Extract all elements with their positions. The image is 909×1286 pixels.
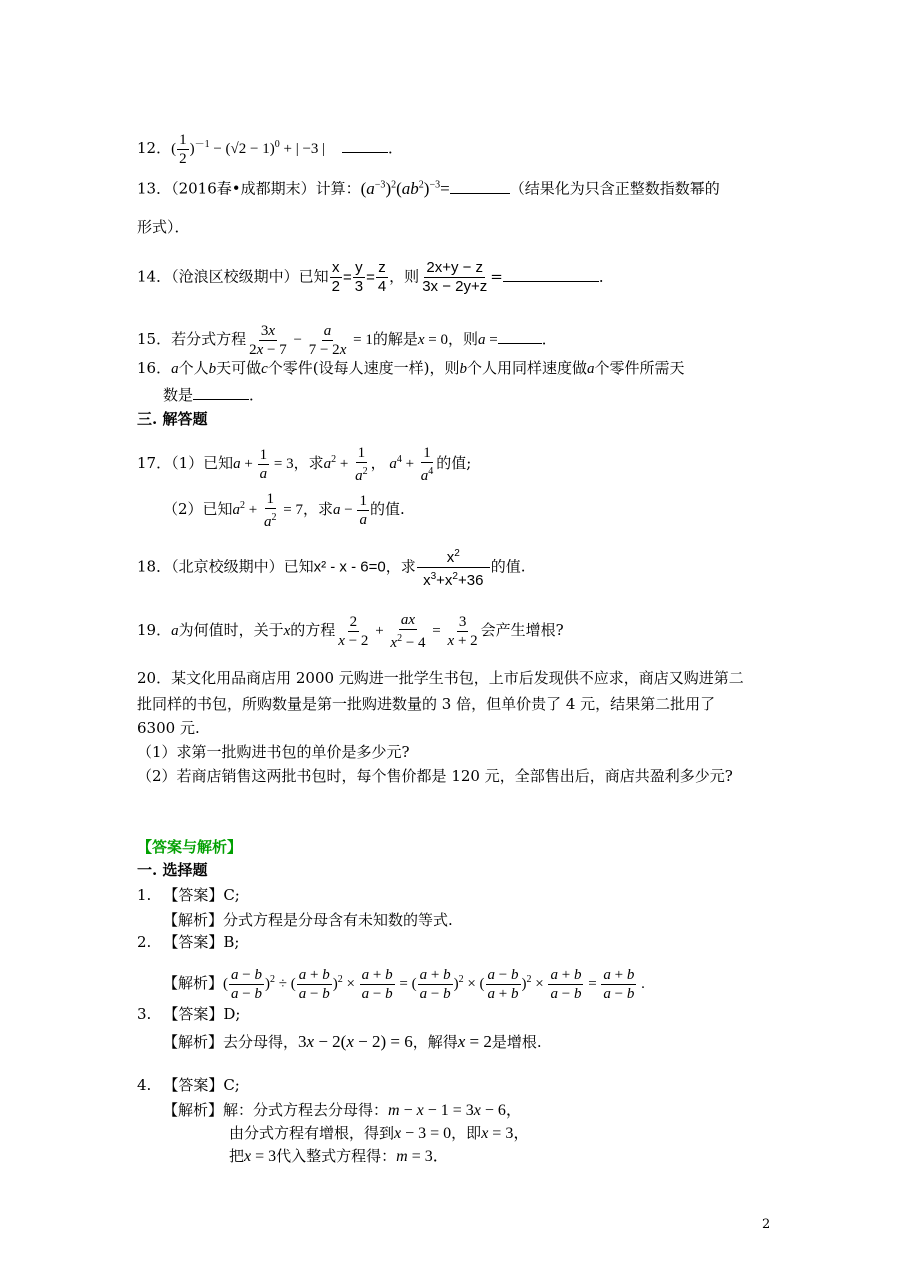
question-18: 18．（北京校级期中）已知x² - x - 6=0，求 $\frac{x^2}{x^3+x^2+36}$ 的值. [137,545,526,590]
q14-ratio: $\frac{x}{2}$ = $\frac{y}{3}$ = $\frac{z}{4}$ [331,259,387,296]
q13-answer-blank[interactable] [450,179,510,194]
answer-4-line-2: 由分式方程有增根，得到x − 3 = 0，即x = 3， [229,1124,530,1142]
question-16-cont: 数是 ． [163,386,265,404]
question-13: 13．（2016春•成都期末）计算：$(a^{-3})^2(ab^2)^{-3}=$ （结果化为只含正整数指数幂的 [137,178,720,198]
question-20-line-3: 6300 元. [137,719,200,737]
answer-3: 3. 【答案】D; [137,1005,241,1023]
answer-1-explanation: 【解析】分式方程是分母含有未知数的等式. [163,911,453,929]
question-20-line-2: 批同样的书包，所购数量是第一批购进数量的 3 倍，但单价贵了 4 元，结果第二批用了 [137,695,716,713]
q13-expression: $(a^{-3})^2(ab^2)^{-3}=$ [360,178,450,198]
question-16: 16．a个人b天可做c个零件(设每人速度一样)，则b个人用同样速度做a个零件所需天 [137,359,685,377]
q15-answer-blank[interactable] [498,329,542,344]
q18-fraction: $\frac{x^2}{x^3+x^2+36}$ [417,545,490,590]
answer-4-line-3: 把x = 3代入整式方程得：m = 3． [229,1147,449,1165]
question-20-line-1: 20．某文化用品商店用 2000 元购进一批学生书包，上市后发现供不应求，商店又购进第二 [137,669,744,687]
answer-2-explanation: 【解析】( $\frac{a - b}{a - b}$ )$^2$ ÷ ( $\frac{a + b}{a - b}$ )$^2$ × $\frac{a + b}{a - b}$ = ( $\frac{a + b}{a - b}$ )$^2$ × ( $\frac{a - b}{a + b}$ )$^2$ × $\frac{a + b}{a - b}$ = $\frac{a + b}{a - b}$ . [163,967,645,1002]
question-13-cont: 形式）． [137,218,190,236]
question-14: 14．（沧浪区校级期中）已知 $\frac{x}{2}$ = $\frac{y}{3}$ = $\frac{z}{4}$ ，则 $\frac{2x+y - z}{3x - 2y+z}$ = ． [137,259,614,296]
answer-3-explanation: 【解析】去分母得，3x − 2(x − 2) = 6，解得x = 2是增根. [163,1032,542,1051]
q19-equation: $\frac{2}{x - 2}$ + $\frac{ax}{x^2 - 4}$ = $\frac{3}{x + 2}$ [338,612,478,651]
question-12: 12．( $\frac{1}{2}$ )$^{-1} - (√2 - 1)^0$ + | −3 | ． [137,132,403,167]
q16-answer-blank[interactable] [193,385,249,400]
a2-expression: ( $\frac{a - b}{a - b}$ )$^2$ ÷ ( $\frac{a + b}{a - b}$ )$^2$ × $\frac{a + b}{a - b}$ = ( $\frac{a + b}{a - b}$ )$^2$ × ( $\frac{a - b}{a + b}$ )$^2$ × $\frac{a + b}{a - b}$ = $\frac{a + b}{a - b}$ . [223,967,645,1002]
answers-title: 【答案与解析】 [137,838,243,856]
q14-answer-blank[interactable] [503,267,599,282]
q15-equation: $\frac{3x}{2x - 7}$ − $\frac{a}{7 - 2x}$ = 1 [249,323,373,358]
page-number: 2 [762,1217,771,1232]
q12-answer-blank[interactable] [342,138,388,153]
answer-2: 2. 【答案】B; [137,933,240,951]
answer-4: 4. 【答案】C; [137,1076,240,1094]
q12-expression: ( $\frac{1}{2}$ )$^{-1} - (√2 - 1)^0$ + | −3 | [171,132,326,167]
answer-4-explanation: 【解析】解：分式方程去分母得：m − x − 1 = 3x − 6， [163,1101,522,1119]
question-17-part-1: 17．（1）已知a + $\frac{1}{a}$ = 3，求$a^2$ + $\frac{1}{a^2}$ ， $a^4$ + $\frac{1}{a^4}$ 的值; [137,445,472,484]
section-3-heading: 三. 解答题 [137,410,208,428]
q14-fraction: $\frac{2x+y - z}{3x - 2y+z}$ [422,259,488,295]
question-19: 19．a为何值时，关于x的方程 $\frac{2}{x - 2}$ + $\frac{ax}{x^2 - 4}$ = $\frac{3}{x + 2}$ 会产生增根? [137,612,564,651]
question-17-part-2: （2）已知$a^2$ + $\frac{1}{a^2}$ = 7，求a − $\frac{1}{a}$ 的值. [163,491,405,530]
section-1-heading: 一. 选择题 [137,861,208,879]
question-15: 15．若分式方程 $\frac{3x}{2x - 7}$ − $\frac{a}{7 - 2x}$ = 1的解是x = 0，则a = ． [137,323,557,358]
answer-1: 1. 【答案】C; [137,886,240,904]
question-20-sub-1: （1）求第一批购进书包的单价是多少元? [137,743,410,761]
question-20-sub-2: （2）若商店销售这两批书包时，每个售价都是 120 元，全部售出后，商店共盈利多少元? [137,767,733,785]
